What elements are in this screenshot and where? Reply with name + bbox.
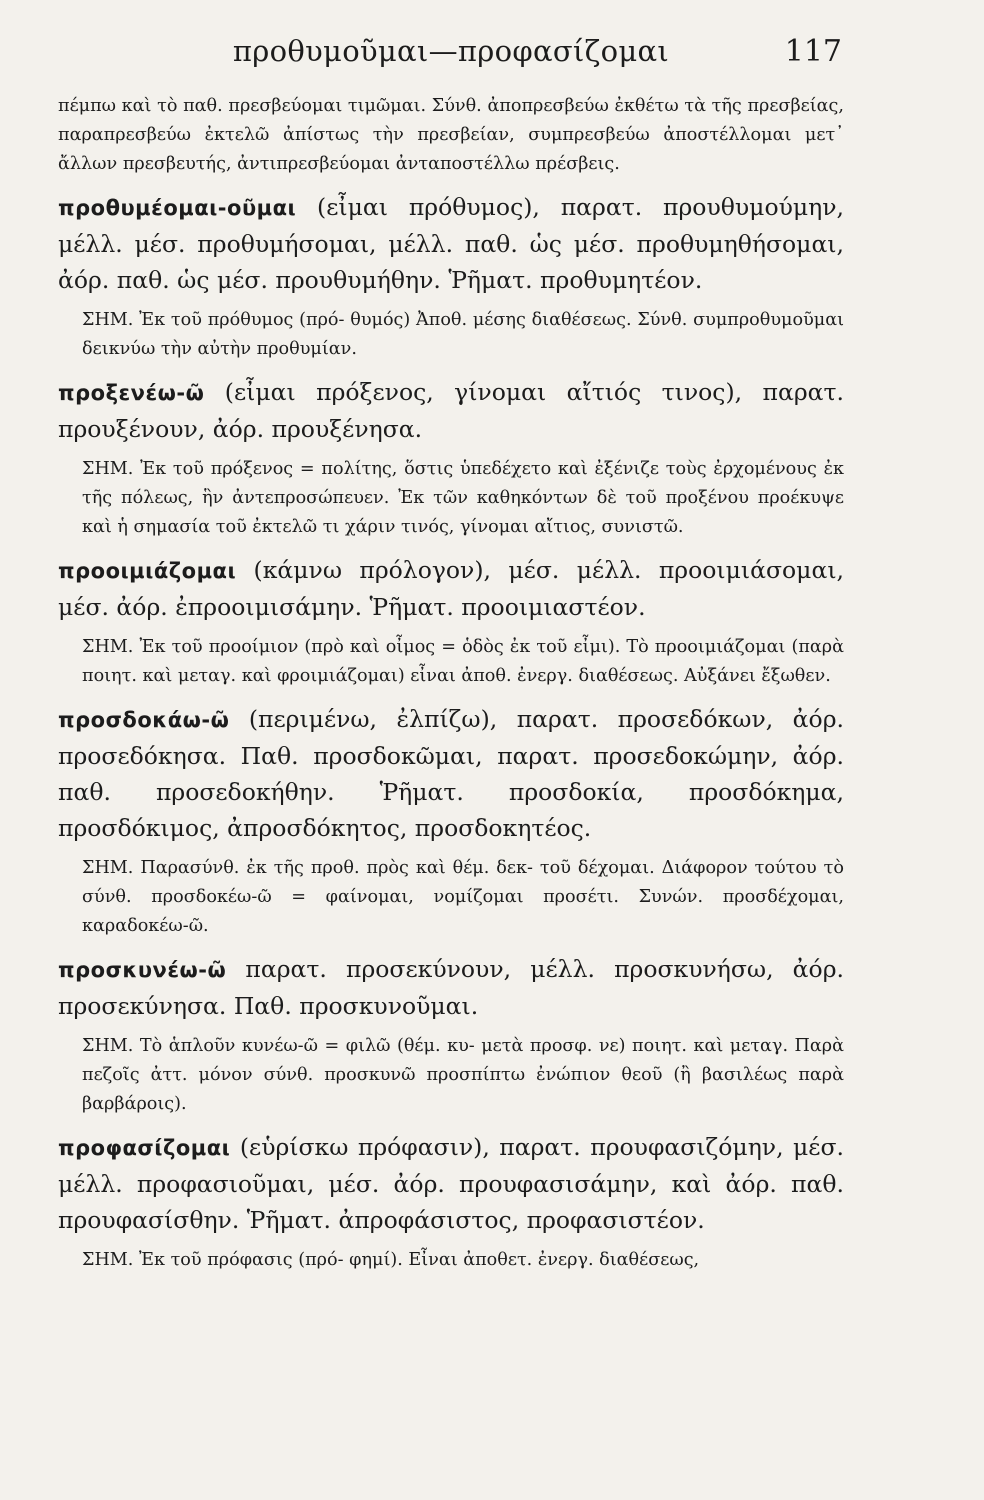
entry-text: (εἶμαι πρόθυμος), παρατ. προυθυμούμην, μέλλ. μέσ. προθυμήσομαι, μέλλ. παθ. ὡς μέσ. προθυμηθήσομαι, ἀόρ. παθ. ὡς μέσ. προυθυμήθην. Ῥῆματ. προθυμητέον. <box>58 193 844 294</box>
entry-body <box>58 552 844 625</box>
entry-proskyneo <box>58 951 844 1119</box>
entry-body <box>58 701 844 846</box>
entry-proxeneo <box>58 374 844 542</box>
entry-lemma: προσδοκάω-ῶ <box>58 708 230 732</box>
entry-note: ΣΗΜ. Τὸ ἁπλοῦν κυνέω-ῶ = φιλῶ (θέμ. κυ- μετὰ προσφ. νε) ποιητ. καὶ μεταγ. Παρὰ πεζοῖς ἀττ. μόνον σύνθ. προσκυνῶ προσπίπτω ἐνώπιον θεοῦ (ἢ βασιλέως παρὰ βαρβάροις). <box>82 1036 844 1114</box>
running-header: προθυμοῦμαι—προφασίζομαι <box>232 34 670 68</box>
entry-text: (περιμένω, ἐλπίζω), παρατ. προσεδόκων, ἀόρ. προσεδόκησα. Παθ. προσδοκῶμαι, παρατ. προσεδοκώμην, ἀόρ. παθ. προσεδοκήθην. Ῥῆματ. προσδοκία, προσδόκημα, προσδόκιμος, ἀπροσδόκητος, προσδοκητέος. <box>58 705 844 842</box>
dictionary-column <box>58 92 844 1275</box>
entry-body <box>58 189 844 298</box>
entry-prophasizomai <box>58 1129 844 1275</box>
entry-text: (εἶμαι πρόξενος, γίνομαι αἴτιός τινος), παρατ. προυξένουν, ἀόρ. προυξένησα. <box>58 378 844 443</box>
entry-note: ΣΗΜ. Ἐκ τοῦ προοίμιον (πρὸ καὶ οἶμος = ὁδὸς ἐκ τοῦ εἶμι). Τὸ προοιμιάζομαι (παρὰ ποιητ. καὶ μεταγ. καὶ φροιμιάζομαι) εἶναι ἀποθ. ἐνεργ. διαθέσεως. Αὐξάνει ἔξωθεν. <box>82 637 844 686</box>
entry-text: (εὑρίσκω πρόφασιν), παρατ. προυφασιζόμην, μέσ. μέλλ. προφασιοῦμαι, μέσ. ἀόρ. προυφασισάμην, καὶ ἀόρ. παθ. προυφασίσθην. Ῥῆματ. ἀπροφάσιστος, προφασιστέον. <box>58 1133 844 1234</box>
entry-text: (κάμνω πρόλογον), μέσ. μέλλ. προοιμιάσομαι, μέσ. ἀόρ. ἐπροοιμισάμην. Ῥῆματ. προοιμιαστέον. <box>58 556 844 621</box>
entry-lemma: προσκυνέω-ῶ <box>58 958 227 982</box>
entry-body <box>58 1129 844 1238</box>
page-number <box>785 34 842 69</box>
entry-lemma: προθυμέομαι-οῦμαι <box>58 196 297 220</box>
entry-note: ΣΗΜ. Ἐκ τοῦ πρόφασις (πρό- φημί). Εἶναι ἀποθετ. ἐνεργ. διαθέσεως, <box>82 1250 700 1270</box>
entry-text: παρατ. προσεκύνουν, μέλλ. προσκυνήσω, ἀόρ. προσεκύνησα. Παθ. προσκυνοῦμαι. <box>58 955 844 1020</box>
entry-prosdokao <box>58 701 844 941</box>
entry-note: ΣΗΜ. Παρασύνθ. ἐκ τῆς προθ. πρὸς καὶ θέμ. δεκ- τοῦ δέχομαι. Διάφορον τούτου τὸ σύνθ. προσδοκέω-ῶ = φαίνομαι, νομίζομαι προσέτι. Συνών. προσδέχομαι, καραδοκέω-ῶ. <box>82 858 844 936</box>
entry-body <box>58 374 844 447</box>
page-number-text: 117 <box>784 34 842 69</box>
entry-note: ΣΗΜ. Ἐκ τοῦ πρόξενος = πολίτης, ὅστις ὑπεδέχετο καὶ ἐξένιζε τοὺς ἐρχομένους ἐκ τῆς πόλεως, ἣν ἀντεπροσώπευεν. Ἐκ τῶν καθηκόντων δὲ τοῦ προξένου προέκυψε καὶ ἡ σημασία τοῦ ἐκτελῶ τι χάριν τινός, γίνομαι αἴτιος, συνιστῶ. <box>82 459 844 537</box>
continued-entry: πέμπω καὶ τὸ παθ. πρεσβεύομαι τιμῶμαι. Σύνθ. ἀποπρεσβεύω ἐκθέτω τὰ τῆς πρεσβείας, παραπρεσβεύω ἐκτελῶ ἀπίστως τὴν πρεσβείαν, συμπρεσβεύω ἀποστέλλομαι μετ᾿ ἄλλων πρεσβευτής, ἀντιπρεσβεύομαι ἀνταποστέλλω πρέσβεις. <box>58 96 844 174</box>
entry-prooimiazomai <box>58 552 844 691</box>
entry-note: ΣΗΜ. Ἐκ τοῦ πρόθυμος (πρό- θυμός) Ἀποθ. μέσης διαθέσεως. Σύνθ. συμπροθυμοῦμαι δεικνύω τὴν αὐτὴν προθυμίαν. <box>82 310 844 359</box>
entry-body <box>58 951 844 1024</box>
entry-lemma: προφασίζομαι <box>58 1136 231 1160</box>
entry-lemma: προξενέω-ῶ <box>58 381 205 405</box>
entry-lemma: προοιμιάζομαι <box>58 559 237 583</box>
entry-prothymeomai <box>58 189 844 364</box>
